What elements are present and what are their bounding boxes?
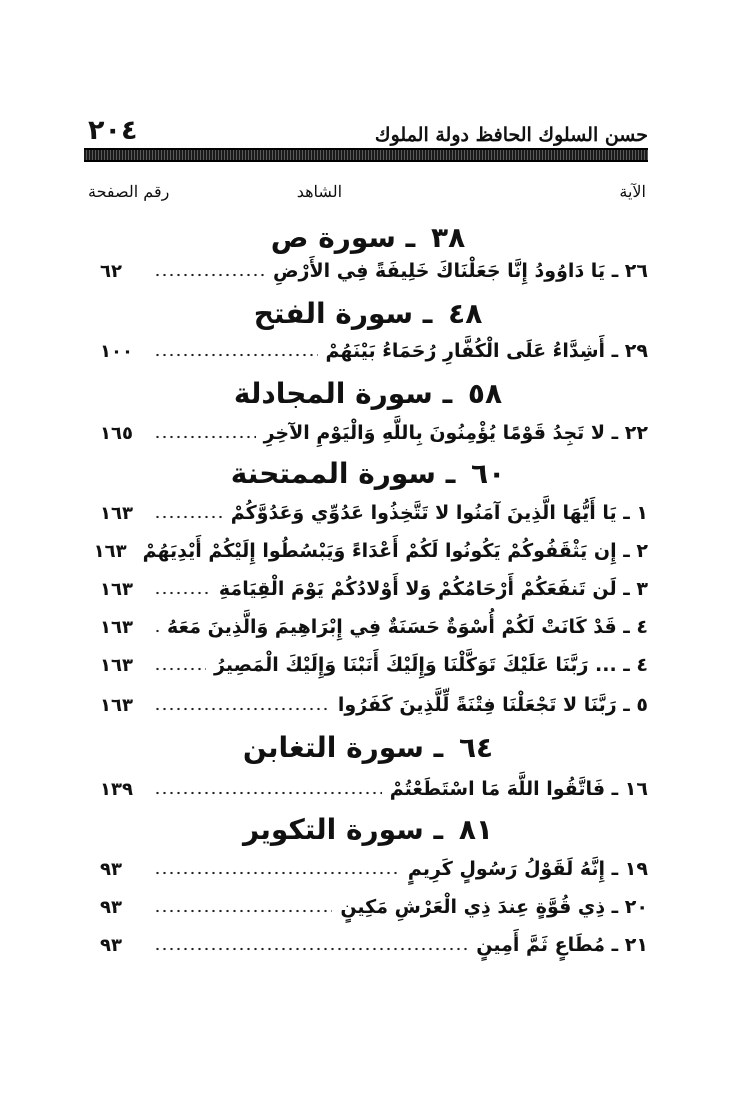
- page-ref: ١٠٠: [100, 340, 133, 362]
- column-header-witness: الشاهد: [296, 182, 343, 201]
- index-entry: [100, 498, 648, 528]
- leader-dots: [154, 870, 400, 876]
- surah-number: ٦٠: [471, 457, 506, 490]
- index-entry: [100, 892, 648, 922]
- surah-name: سورة التغابن: [242, 731, 424, 764]
- running-head: [88, 112, 648, 146]
- surah-name: سورة الممتحنة: [230, 457, 436, 490]
- verse-text: ٢٠ ـ ذِي قُوَّةٍ عِندَ ذِي الْعَرْشِ مَكِينٍ: [340, 896, 648, 918]
- surah-number: ٥٨: [467, 377, 503, 410]
- surah-heading: ٦٤ ـ سورة التغابن: [242, 731, 494, 764]
- page-ref: ١٦٥: [100, 422, 133, 444]
- index-entry: [100, 256, 648, 286]
- leader-dots: [154, 946, 468, 952]
- column-headers: [88, 182, 646, 208]
- index-entry: [100, 418, 648, 448]
- surah-name: سورة المجادلة: [233, 377, 433, 410]
- index-entry: [100, 574, 648, 604]
- surah-name: سورة ص: [270, 221, 396, 254]
- surah-number: ٤٨: [448, 297, 483, 330]
- verse-text: ١٦ ـ فَاتَّقُوا اللَّهَ مَا اسْتَطَعْتُمْ: [389, 778, 648, 800]
- page-ref: ٩٣: [100, 858, 122, 880]
- surah-number: ٦٤: [458, 731, 494, 764]
- index-entry: [100, 650, 648, 680]
- index-entry: [93, 536, 648, 566]
- column-header-page: رقم الصفحة: [88, 182, 170, 201]
- surah-heading: ٤٨ ـ سورة الفتح: [253, 297, 483, 330]
- header-rule: [84, 148, 648, 162]
- surah-heading: ٥٨ ـ سورة المجادلة: [233, 377, 503, 410]
- verse-text: ٢ ـ إِن يَثْقَفُوكُمْ يَكُونُوا لَكُمْ أَعْدَاءً وَيَبْسُطُوا إِلَيْكُمْ أَيْدِيَهُمْ: [142, 540, 648, 562]
- leader-dots: [154, 590, 211, 596]
- page-ref: ١٦٣: [100, 654, 133, 676]
- index-entry: [100, 612, 648, 642]
- surah-heading: ٦٠ ـ سورة الممتحنة: [230, 457, 506, 490]
- page-ref: ١٦٣: [100, 694, 133, 716]
- surah-heading: ٣٨ ـ سورة ص: [270, 221, 466, 254]
- leader-dots: [154, 628, 159, 634]
- surah-number: ٨١: [458, 813, 494, 846]
- verse-text: ٤ ـ قَدْ كَانَتْ لَكُمْ أُسْوَةٌ حَسَنَةٌ فِي إِبْرَاهِيمَ وَالَّذِينَ مَعَهُ: [167, 616, 648, 638]
- leader-dots: [154, 666, 206, 672]
- surah-name: سورة التكوير: [242, 813, 424, 846]
- page-ref: ٦٢: [100, 260, 122, 282]
- verse-text: ١٩ ـ إِنَّهُ لَقَوْلُ رَسُولٍ كَرِيمٍ: [407, 858, 648, 880]
- page-ref: ١٦٣: [93, 540, 127, 562]
- index-entry: [100, 774, 648, 804]
- surah-number: ٣٨: [431, 221, 466, 254]
- page-ref: ٩٣: [100, 934, 122, 956]
- page-number: ٢٠٤: [88, 115, 138, 146]
- leader-dots: [154, 272, 265, 278]
- page-ref: ١٦٣: [100, 502, 133, 524]
- verse-text: ١ ـ يَا أَيُّهَا الَّذِينَ آمَنُوا لا تَتَّخِذُوا عَدُوِّي وَعَدُوَّكُمْ: [230, 502, 648, 524]
- leader-dots: [154, 514, 223, 520]
- verse-text: ٣ ـ لَن تَنفَعَكُمْ أَرْحَامُكُمْ وَلا أَوْلادُكُمْ يَوْمَ الْقِيَامَةِ: [218, 578, 648, 600]
- surah-name: سورة الفتح: [253, 297, 414, 330]
- index-entry: [100, 690, 648, 720]
- index-entry: [100, 854, 648, 884]
- page-ref: ١٦٣: [100, 616, 133, 638]
- page-ref: ١٦٣: [100, 578, 133, 600]
- leader-dots: [154, 434, 256, 440]
- verse-text: ٢٢ ـ لا تَجِدُ قَوْمًا يُؤْمِنُونَ بِاللَّهِ وَالْيَوْمِ الآخِرِ: [263, 422, 648, 444]
- page-ref: ٩٣: [100, 896, 122, 918]
- surah-heading: ٨١ ـ سورة التكوير: [242, 813, 494, 846]
- index-entry: [100, 930, 648, 960]
- page-ref: ١٣٩: [100, 778, 133, 800]
- column-header-verse: الآية: [619, 182, 646, 201]
- leader-dots: [154, 790, 382, 796]
- leader-dots: [154, 706, 330, 712]
- verse-text: ٤ ـ ... رَبَّنَا عَلَيْكَ تَوَكَّلْنَا وَإِلَيْكَ أَنَبْنَا وَإِلَيْكَ الْمَصِيرُ: [214, 654, 648, 676]
- book-title: حسن السلوك الحافظ دولة الملوك: [374, 124, 648, 146]
- verse-text: ٢٩ ـ أَشِدَّاءُ عَلَى الْكُفَّارِ رُحَمَاءُ بَيْنَهُمْ: [325, 340, 648, 362]
- index-entry: [100, 336, 648, 366]
- verse-text: ٢٦ ـ يَا دَاوُودُ إِنَّا جَعَلْنَاكَ خَلِيفَةً فِي الأَرْضِ: [273, 260, 648, 282]
- leader-dots: [154, 352, 318, 358]
- leader-dots: [154, 908, 332, 914]
- verse-text: ٥ ـ رَبَّنَا لا تَجْعَلْنَا فِتْنَةً لِّلَّذِينَ كَفَرُوا: [337, 694, 648, 716]
- verse-text: ٢١ ـ مُطَاعٍ ثَمَّ أَمِينٍ: [476, 934, 648, 956]
